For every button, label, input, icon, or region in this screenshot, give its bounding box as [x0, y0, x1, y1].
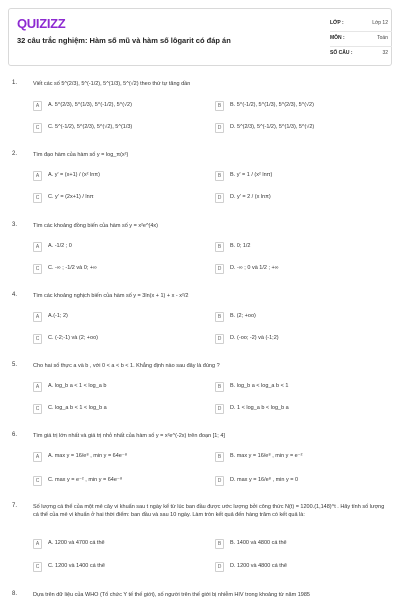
option-letter-box: D	[215, 404, 224, 414]
option-letter-box: D	[215, 123, 224, 133]
option-text: A.(-1; 2)	[48, 313, 68, 319]
question-3	[12, 222, 392, 282]
option-text: D. 1200 và 4800 cá thể	[230, 563, 287, 569]
option-letter-box: B	[215, 382, 224, 392]
option-b[interactable]	[215, 451, 383, 463]
option-text: C. (-2;-1) và (2; +oo)	[48, 335, 98, 341]
question-7	[12, 503, 392, 581]
question-number: 4.	[12, 292, 18, 298]
question-text: Tìm các khoảng nghịch biến của hàm số y = 3ln(x + 1) + x - x²/2	[33, 293, 189, 299]
option-text: D. -∞ ; 0 và 1/2 ; +∞	[230, 265, 279, 271]
meta-label: MÔN :	[330, 35, 345, 41]
option-text: C. 1200 và 1400 cá thể	[48, 563, 105, 569]
option-letter-box: A	[33, 539, 42, 549]
option-b[interactable]	[215, 311, 383, 323]
option-a[interactable]	[33, 170, 201, 182]
option-d[interactable]	[215, 122, 383, 134]
option-c[interactable]	[33, 333, 201, 345]
meta-value: Lớp 12	[372, 20, 388, 26]
option-text: B. 5^(-1/2), 5^(1/3), 5^(2/3), 5^(√2)	[230, 102, 314, 108]
question-number: 5.	[12, 362, 18, 368]
option-text: A. -1/2 ; 0	[48, 243, 72, 249]
question-number: 1.	[12, 80, 18, 86]
option-letter-box: B	[215, 242, 224, 252]
option-text: D. (-oo; -2) và (-1;2)	[230, 335, 279, 341]
option-a[interactable]	[33, 100, 201, 112]
option-text: D. max y = 16/e⁸ , min y = 0	[230, 477, 299, 483]
option-letter-box: A	[33, 101, 42, 111]
option-c[interactable]	[33, 475, 201, 487]
option-text: C. y' = (2x+1) / lnπ	[48, 194, 94, 200]
option-d[interactable]	[215, 333, 383, 345]
quizizz-logo: QUIZIZZ	[17, 16, 66, 31]
option-letter-box: B	[215, 539, 224, 549]
option-c[interactable]	[33, 403, 201, 415]
option-d[interactable]	[215, 475, 383, 487]
option-text: A. 1200 và 4700 cá thể	[48, 540, 105, 546]
question-text: Viết các số 5^(2/3), 5^(-1/2), 5^(1/3), 5^(√2) theo thứ tự tăng dần	[33, 81, 191, 87]
meta-row-subject	[330, 32, 392, 47]
option-text: C. -∞ ; -1/2 và 0; +∞	[48, 265, 97, 271]
question-text: Cho hai số thực a và b , với 0 < a < b < 1. Khẳng định nào sau đây là đúng ?	[33, 363, 220, 369]
option-b[interactable]	[215, 538, 383, 550]
option-letter-box: A	[33, 171, 42, 181]
option-letter-box: A	[33, 312, 42, 322]
question-number: 7.	[12, 503, 18, 509]
option-letter-box: A	[33, 452, 42, 462]
option-text: B. 1400 và 4800 cá thể	[230, 540, 287, 546]
option-text: A. max y = 16/e⁸ , min y = 64e⁻⁸	[48, 453, 128, 459]
option-text: A. y' = (x+1) / (x² lnπ)	[48, 172, 100, 178]
meta-label: SỐ CÂU :	[330, 50, 353, 56]
option-text: B. log_b a < log_a b < 1	[230, 383, 289, 389]
question-text: Tìm giá trị lớn nhất và giá trị nhỏ nhất của hàm số y = x²e^(-2x) trên đoạn [1; 4]	[33, 433, 225, 439]
question-8	[12, 591, 392, 600]
option-b[interactable]	[215, 100, 383, 112]
option-letter-box: D	[215, 476, 224, 486]
meta-row-class	[330, 17, 392, 32]
option-d[interactable]	[215, 263, 383, 275]
question-1	[12, 80, 392, 140]
meta-value: 32	[382, 50, 388, 56]
option-text: C. max y = e⁻² , min y = 64e⁻⁸	[48, 477, 123, 483]
option-text: B. y' = 1 / (x² lnπ)	[230, 172, 273, 178]
option-letter-box: D	[215, 264, 224, 274]
option-letter-box: C	[33, 334, 42, 344]
option-text: B. max y = 16/e⁸ , min y = e⁻²	[230, 453, 303, 459]
question-number: 3.	[12, 222, 18, 228]
option-a[interactable]	[33, 241, 201, 253]
meta-label: LỚP :	[330, 20, 344, 26]
question-text: Dựa trên dữ liệu của WHO (Tổ chức Y tế thế giới), số người trên thế giới bị nhiễm HIV trong khoảng từ năm 1985	[33, 592, 310, 598]
meta-row-count	[330, 47, 392, 62]
meta-value: Toán	[377, 35, 388, 41]
option-b[interactable]	[215, 381, 383, 393]
option-letter-box: D	[215, 334, 224, 344]
option-b[interactable]	[215, 170, 383, 182]
option-letter-box: A	[33, 242, 42, 252]
option-d[interactable]	[215, 403, 383, 415]
option-text: A. 5^(2/3), 5^(1/3), 5^(-1/2), 5^(√2)	[48, 102, 132, 108]
option-a[interactable]	[33, 381, 201, 393]
option-text: D. 5^(2/3), 5^(-1/2), 5^(1/3), 5^(√2)	[230, 124, 315, 130]
option-text: D. y' = 2 / (x lnπ)	[230, 194, 271, 200]
question-text: Số lượng cá thể của một mẻ cây vi khuẩn sau t ngày kể từ lúc ban đầu được ước lượng bởi công thức N(t) = 1200.(1,148)^t . Hãy tính số lượng cá thể của mẻ vi khuẩn ở hai thời điểm: ban đầu và sau 10 ngày. Làm tròn kết quả đến hàng trăm có kết quả là:	[33, 504, 385, 518]
option-letter-box: B	[215, 171, 224, 181]
option-letter-box: A	[33, 382, 42, 392]
question-5	[12, 362, 392, 422]
question-number: 2.	[12, 151, 18, 157]
option-c[interactable]	[33, 192, 201, 204]
option-letter-box: C	[33, 123, 42, 133]
option-letter-box: D	[215, 562, 224, 572]
option-letter-box: C	[33, 264, 42, 274]
document-title: 32 câu trắc nghiệm: Hàm số mũ và hàm số lôgarit có đáp án	[17, 36, 231, 45]
option-c[interactable]	[33, 263, 201, 275]
option-letter-box: B	[215, 101, 224, 111]
question-text: Tìm đạo hàm của hàm số y = log_π(x²)	[33, 152, 129, 158]
option-text: C. log_a b < 1 < log_b a	[48, 405, 107, 411]
option-text: B. 0; 1/2	[230, 243, 251, 249]
document-meta	[330, 17, 392, 62]
option-c[interactable]	[33, 122, 201, 134]
option-letter-box: C	[33, 476, 42, 486]
option-text: A. log_b a < 1 < log_a b	[48, 383, 107, 389]
question-2	[12, 151, 392, 211]
option-text: B. (2; +oo)	[230, 313, 256, 319]
option-letter-box: D	[215, 193, 224, 203]
option-letter-box: C	[33, 404, 42, 414]
document-header	[8, 8, 392, 66]
question-number: 8.	[12, 591, 18, 597]
option-a[interactable]	[33, 451, 201, 463]
option-letter-box: B	[215, 452, 224, 462]
option-letter-box: B	[215, 312, 224, 322]
option-letter-box: C	[33, 193, 42, 203]
option-a[interactable]	[33, 538, 201, 550]
option-letter-box: C	[33, 562, 42, 572]
option-text: D. 1 < log_a b < log_b a	[230, 405, 289, 411]
option-a[interactable]	[33, 311, 201, 323]
option-d[interactable]	[215, 561, 383, 573]
option-d[interactable]	[215, 192, 383, 204]
question-text: Tìm các khoảng đồng biến của hàm số y = x²e^(4x)	[33, 223, 159, 229]
question-6	[12, 432, 392, 492]
option-c[interactable]	[33, 561, 201, 573]
question-4	[12, 292, 392, 352]
option-text: C. 5^(-1/2), 5^(2/3), 5^(√2), 5^(1/3)	[48, 124, 133, 130]
option-b[interactable]	[215, 241, 383, 253]
question-number: 6.	[12, 432, 18, 438]
